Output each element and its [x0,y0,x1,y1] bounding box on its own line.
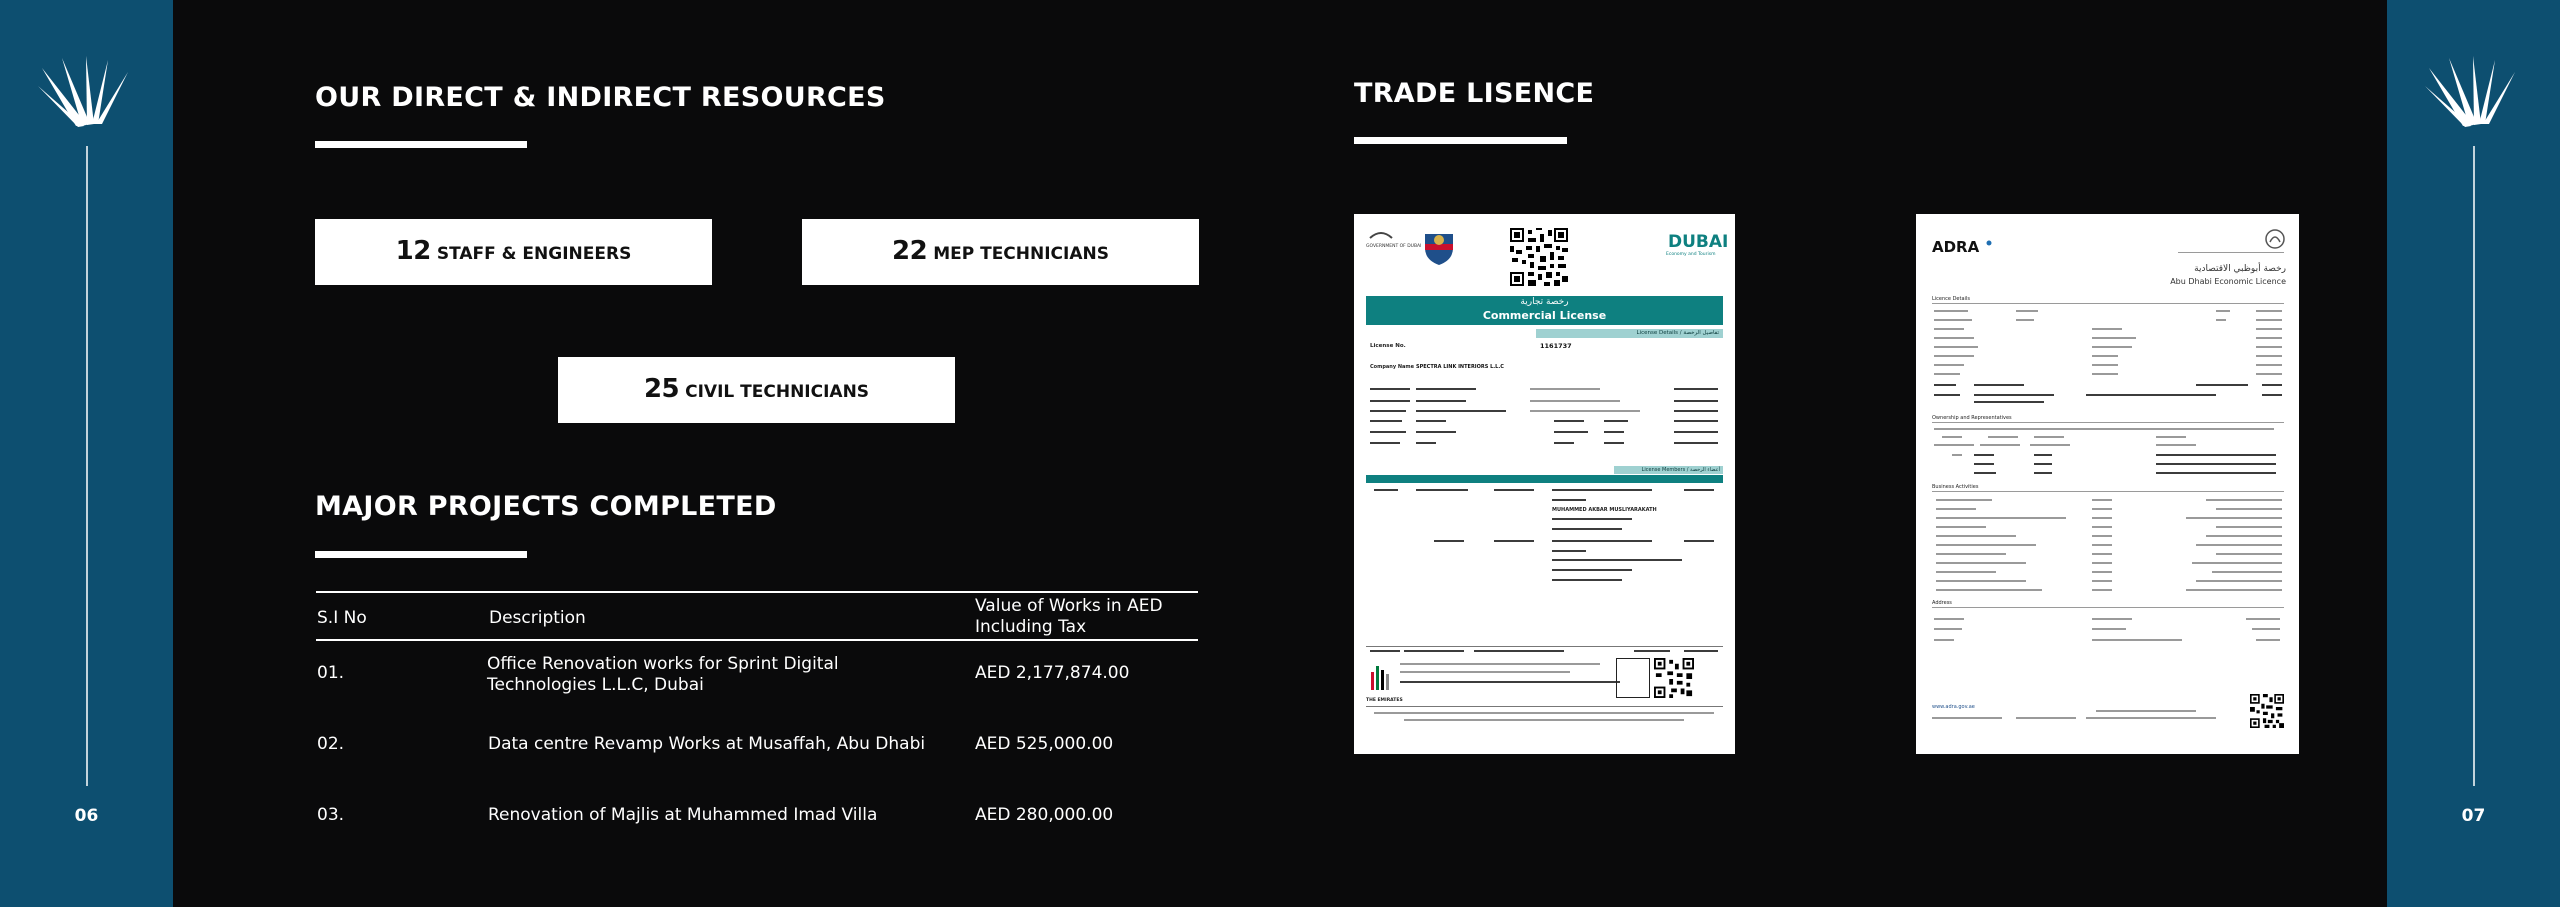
side-vertical-line [86,146,88,786]
member-name: MUHAMMED AKBAR MUSLIYARAKATH [1552,507,1657,513]
emirates-brand-mark-icon [1370,662,1392,692]
left-side-band [0,0,173,907]
resources-title-underline [315,141,527,148]
page-number-left: 06 [74,806,99,826]
header-value-line1: Value of Works in AED [975,596,1163,616]
header-description: Description [489,608,586,628]
stat-box-mep [802,219,1199,285]
licence-title-english: Abu Dhabi Economic Licence [2170,277,2286,286]
stat-number: 12 [395,236,431,266]
scan-notice-box [1616,658,1650,698]
header-value-line2: Including Tax [975,617,1087,637]
license-no-value: 1161737 [1540,342,1572,350]
company-logo-icon [2423,52,2523,132]
row-sno: 01. [317,663,345,683]
stat-label: MEP TECHNICIANS [933,244,1109,264]
dubai-brand-logo: DUBAI [1668,232,1729,252]
company-name-label: Company Name [1370,364,1414,370]
license-members-label: License Members / أعضاء الرخصة [1614,466,1723,474]
adra-logo: ADRA [1932,238,1980,256]
row-sno: 03. [317,805,345,825]
section-address: Address [1932,600,1952,606]
dubai-crest-icon [1422,228,1456,266]
license-title-arabic: رخصة تجارية [1520,297,1569,307]
license-no-label: License No. [1370,343,1406,349]
dubai-brand-subtitle: Economy and Tourism [1666,252,1716,257]
row-description [487,654,839,696]
trade-license-title-underline [1354,137,1567,144]
right-side-band [2387,0,2560,907]
projects-title-underline [315,551,527,558]
stat-box-staff [315,219,712,285]
dubai-government-emblem-icon [1368,228,1394,240]
dubai-commercial-license-document [1354,214,1735,754]
licence-title-arabic: رخصة أبوظبي الاقتصادية [2194,264,2286,274]
row-description-line1: Office Renovation works for Sprint Digital [487,654,839,674]
row-sno: 02. [317,734,345,754]
government-label: GOVERNMENT OF DUBAI [1366,244,1422,249]
section-licence-details: Licence Details [1932,296,1970,302]
side-vertical-line [2473,146,2475,786]
row-value: AED 2,177,874.00 [975,663,1130,683]
row-description: Renovation of Majlis at Muhammed Imad Villa [488,805,878,825]
table-header-rule [316,639,1198,641]
projects-title: MAJOR PROJECTS COMPLETED [315,491,777,522]
stat-number: 25 [643,374,680,404]
table-top-rule [316,591,1198,593]
resources-title: OUR DIRECT & INDIRECT RESOURCES [315,82,886,113]
page-number-right: 07 [2461,806,2486,826]
company-name-value: SPECTRA LINK INTERIORS L.L.C [1416,364,1504,370]
abu-dhabi-emblem-icon [2264,228,2286,250]
stat-label: STAFF & ENGINEERS [436,244,632,264]
adra-logo-dot-icon [1986,240,1992,246]
abu-dhabi-economic-licence-document [1916,214,2299,754]
section-business-activities: Business Activities [1932,484,1979,490]
trade-license-title: TRADE LISENCE [1354,78,1595,109]
license-details-label: License Details / تفاصيل الرخصة [1536,329,1723,338]
header-sno: S.I No [317,608,367,628]
row-value: AED 525,000.00 [975,734,1114,754]
adra-website: www.adra.gov.ae [1932,704,1975,710]
footer-qr-code-icon [1654,658,1694,698]
qr-code-icon [1510,228,1568,286]
row-value: AED 280,000.00 [975,805,1114,825]
section-ownership: Ownership and Representatives [1932,415,2012,421]
row-description-line2: Technologies L.L.C, Dubai [487,675,704,695]
adra-qr-code-icon [2250,694,2284,728]
row-description: Data centre Revamp Works at Musaffah, Abu Dhabi [488,734,926,754]
header-value [975,596,1163,638]
stat-box-civil [558,357,955,423]
stat-label: CIVIL TECHNICIANS [685,382,870,402]
stat-number: 22 [892,236,928,266]
license-title-english: Commercial License [1482,309,1607,322]
license-title-banner [1366,296,1723,325]
company-logo-icon [36,52,136,132]
emirates-brand-label: THE EMIRATES [1366,698,1403,703]
members-table-header [1366,475,1723,483]
